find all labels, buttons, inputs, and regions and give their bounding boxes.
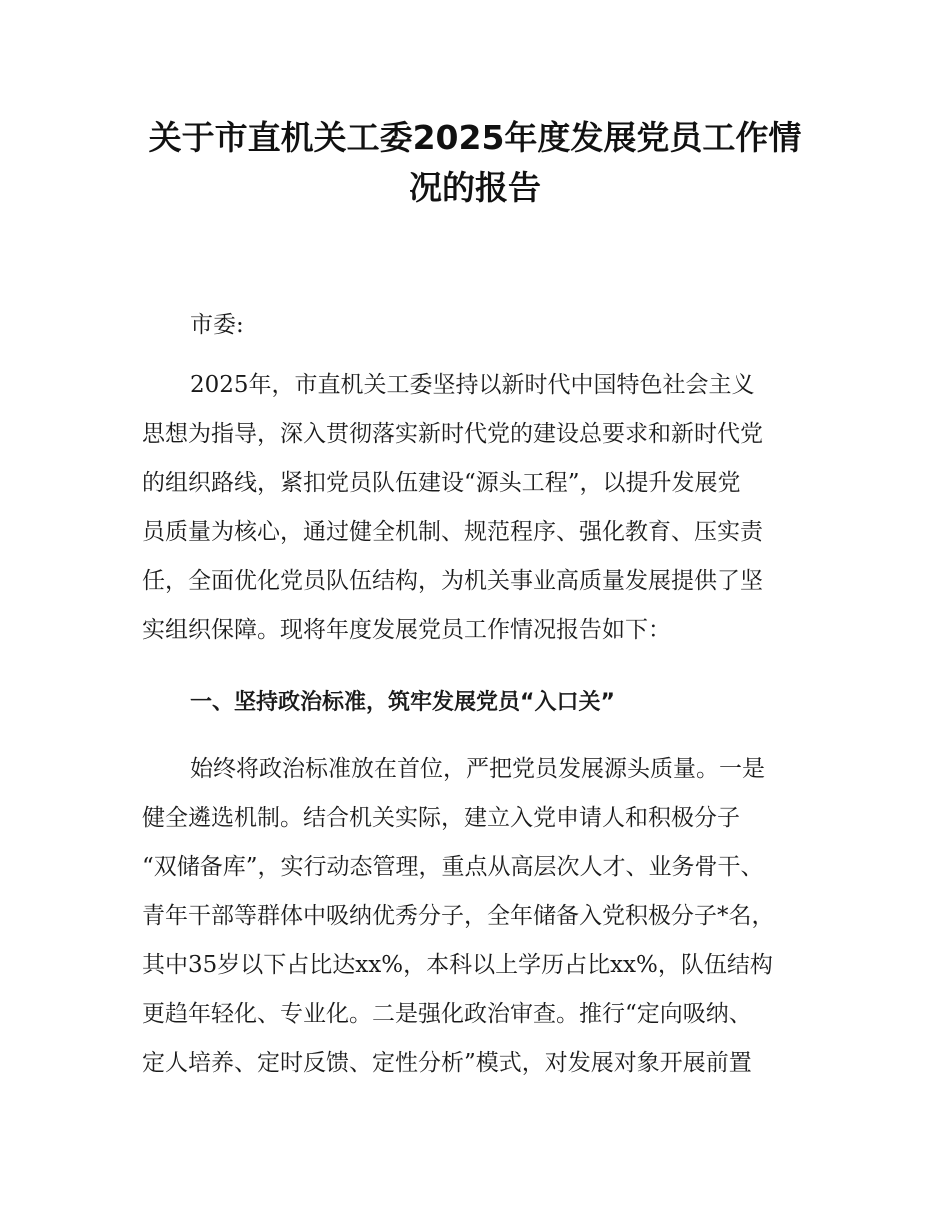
paragraph-2-line-4: 青年干部等群体中吸纳优秀分子，全年储备入党积极分子*名， [142, 903, 775, 929]
paragraph-1-line-3: 的组织路线，紧扣党员队伍建设“源头工程”，以提升发展党 [142, 470, 741, 496]
paragraph-1-line-2: 思想为指导，深入贯彻落实新时代党的建设总要求和新时代党 [142, 421, 763, 447]
title-line-1: 关于市直机关工委2025年度发展党员工作情 [148, 118, 802, 157]
paragraph-2-line-5: 其中35岁以下占比达xx%，本科以上学历占比xx%，队伍结构 [142, 952, 773, 978]
paragraph-1-line-4: 员质量为核心，通过健全机制、规范程序、强化教育、压实责 [142, 519, 763, 545]
title-line-2: 况的报告 [409, 168, 541, 207]
paragraph-2-line-3: “双储备库”，实行动态管理，重点从高层次人才、业务骨干、 [142, 854, 764, 880]
salutation: 市委: [190, 312, 244, 338]
paragraph-2-line-6: 更趋年轻化、专业化。二是强化政治审查。推行“定向吸纳、 [142, 1001, 752, 1027]
document-title [120, 113, 830, 213]
paragraph-1-line-6: 实组织保障。现将年度发展党员工作情况报告如下： [142, 617, 671, 643]
paragraph-2-line-7: 定人培养、定时反馈、定性分析”模式，对发展对象开展前置 [142, 1050, 752, 1076]
paragraph-1-line-1: 2025年，市直机关工委坚持以新时代中国特色社会主义 [190, 372, 755, 398]
paragraph-2-line-1: 始终将政治标准放在首位，严把党员发展源头质量。一是 [190, 756, 765, 782]
section-1-heading: 一、坚持政治标准，筑牢发展党员“入口关” [190, 690, 615, 715]
paragraph-2-line-2: 健全遴选机制。结合机关实际，建立入党申请人和积极分子 [142, 805, 740, 831]
paragraph-1-line-5: 任，全面优化党员队伍结构，为机关事业高质量发展提供了坚 [142, 568, 763, 594]
